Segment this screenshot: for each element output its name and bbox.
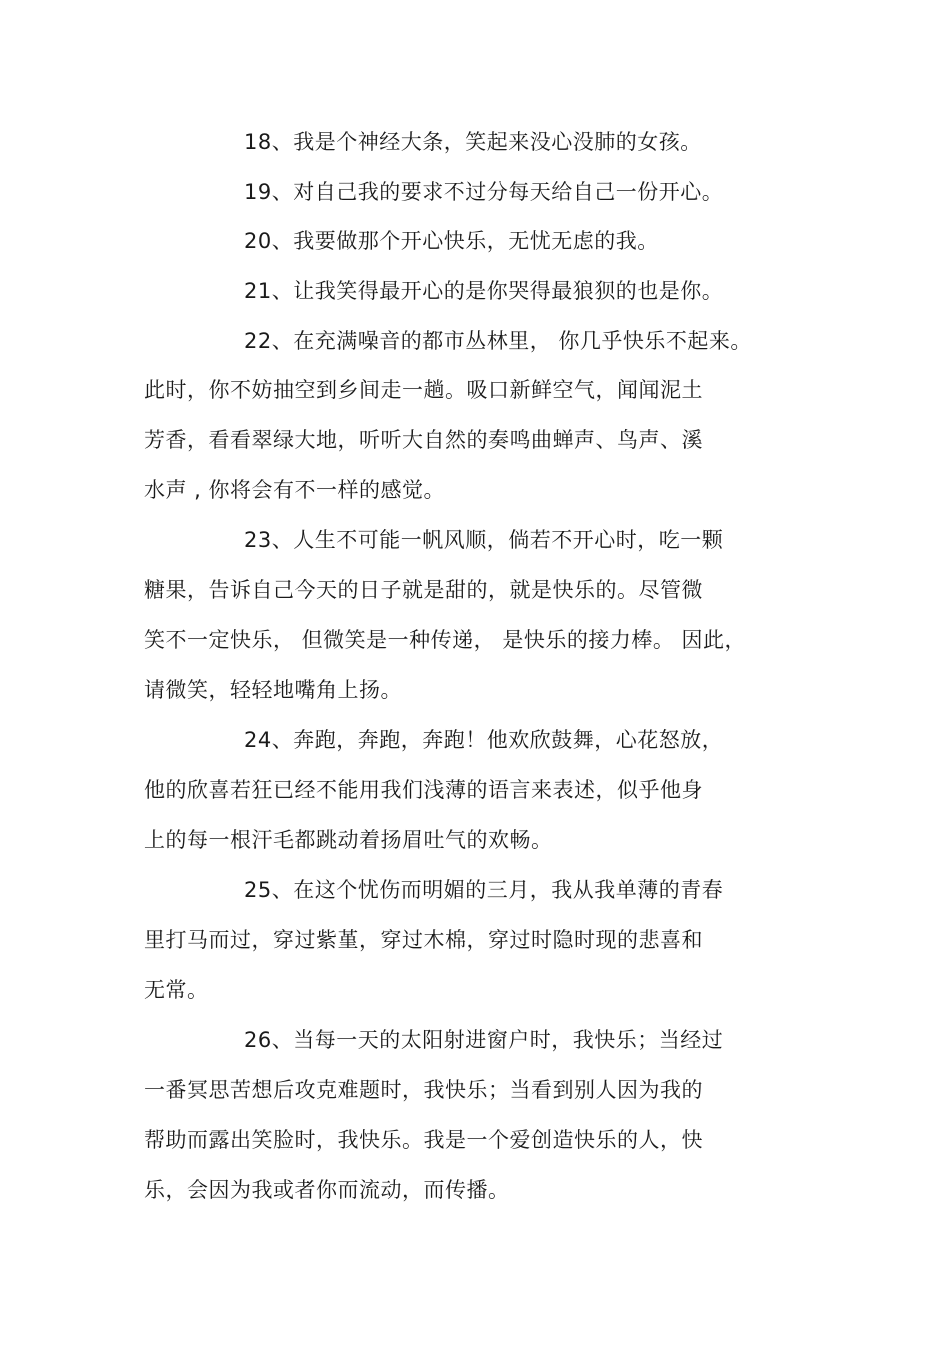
text-line-24: 24、奔跑，奔跑，奔跑！他欢欣鼓舞，心花怒放， — [244, 728, 724, 752]
text-line: 笑不一定快乐， 但微笑是一种传递， 是快乐的接力棒。 因此， — [144, 628, 747, 652]
text-line: 一番冥思苦想后攻克难题时，我快乐；当看到别人因为我的 — [144, 1078, 703, 1102]
text-line-25: 25、在这个忧伤而明媚的三月，我从我单薄的青春 — [244, 878, 724, 902]
text-line-20: 20、我要做那个开心快乐，无忧无虑的我。 — [244, 229, 659, 253]
text-line-23: 23、人生不可能一帆风顺，倘若不开心时，吃一颗 — [244, 528, 724, 552]
text-line: 上的每一根汗毛都跳动着扬眉吐气的欢畅。 — [144, 828, 553, 852]
text-line: 他的欣喜若狂已经不能用我们浅薄的语言来表述，似乎他身 — [144, 778, 703, 802]
text-line: 水声 , 你将会有不一样的感觉。 — [144, 478, 446, 502]
text-line: 无常。 — [144, 978, 209, 1002]
text-line: 芳香，看看翠绿大地，听听大自然的奏鸣曲蝉声、鸟声、溪 — [144, 428, 703, 452]
text-line: 此时，你不妨抽空到乡间走一趟。吸口新鲜空气，闻闻泥土 — [144, 378, 703, 402]
text-line: 糖果，告诉自己今天的日子就是甜的，就是快乐的。尽管微 — [144, 578, 703, 602]
text-line: 请微笑，轻轻地嘴角上扬。 — [144, 678, 402, 702]
text-line: 乐，会因为我或者你而流动，而传播。 — [144, 1178, 510, 1202]
text-line-18: 18、我是个神经大条，笑起来没心没肺的女孩。 — [244, 130, 702, 154]
text-line-21: 21、让我笑得最开心的是你哭得最狼狈的也是你。 — [244, 279, 724, 303]
text-line: 帮助而露出笑脸时，我快乐。我是一个爱创造快乐的人，快 — [144, 1128, 703, 1152]
text-line-22: 22、在充满噪音的都市丛林里， 你几乎快乐不起来。 — [244, 329, 752, 353]
text-line: 里打马而过，穿过紫堇，穿过木棉，穿过时隐时现的悲喜和 — [144, 928, 703, 952]
text-line-26: 26、当每一天的太阳射进窗户时，我快乐；当经过 — [244, 1028, 724, 1052]
text-line-19: 19、对自己我的要求不过分每天给自己一份开心。 — [244, 180, 724, 204]
